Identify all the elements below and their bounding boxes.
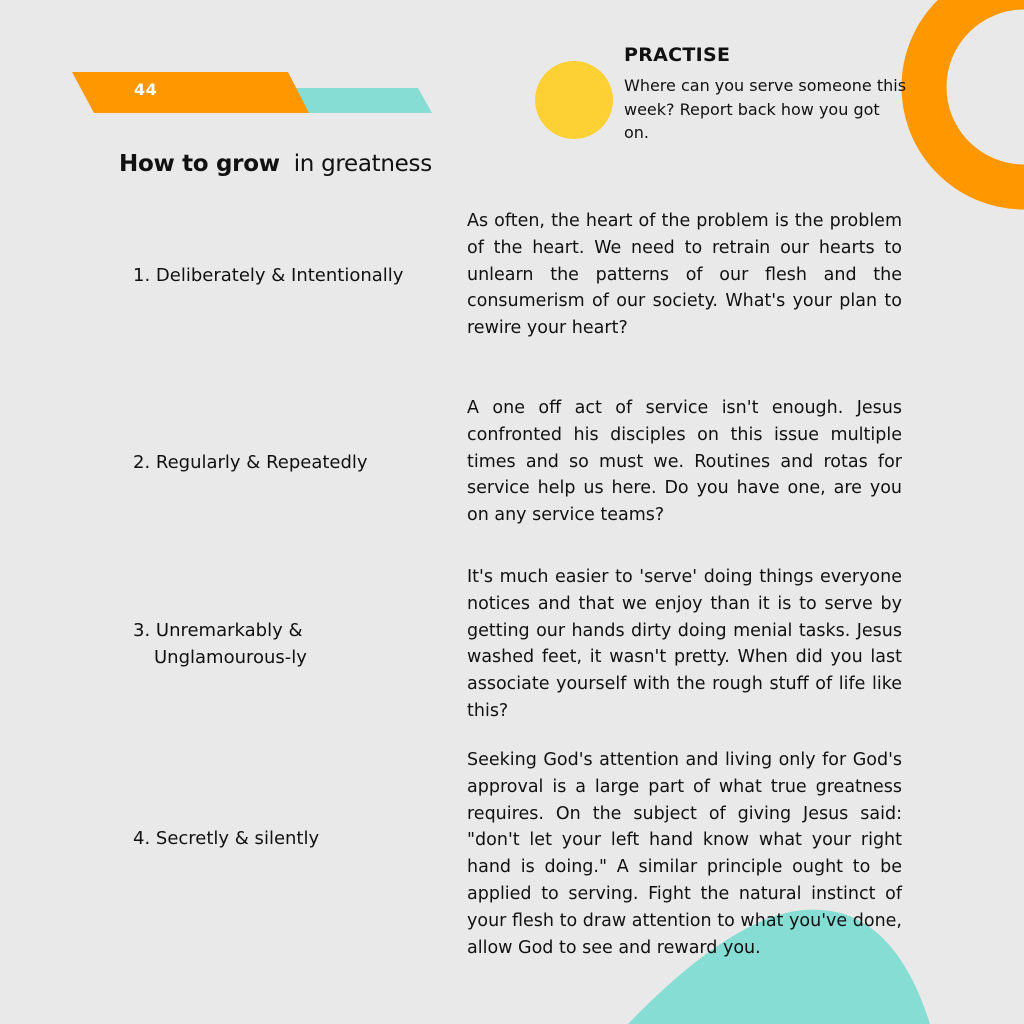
practise-heading: PRACTISE xyxy=(624,44,731,66)
item-label-1: 1. Deliberately & Intentionally xyxy=(133,265,404,286)
item-text-4: Seeking God's attention and living only for God's approval is a large part of what true greatness requires. On the subject of giving Jesus said: "don't let your left hand know what your right hand is doing." A similar principle ought to be applied to serving. Fight the natural instinct of your flesh to draw attention to what you've done, allow God to see and reward you. xyxy=(467,750,902,958)
title-bold: How to grow xyxy=(119,151,280,177)
item-label-3-line1: 3. Unremarkably & xyxy=(133,620,303,641)
teal-banner-stripe xyxy=(290,88,432,113)
orange-ring xyxy=(924,0,1024,187)
practise-body: Where can you serve someone this week? Report back how you got on. xyxy=(624,76,907,142)
item-label-2: 2. Regularly & Repeatedly xyxy=(133,452,368,473)
page-title xyxy=(119,151,432,177)
title-normal: in greatness xyxy=(293,151,432,177)
page-number: 44 xyxy=(134,80,158,99)
item-text-1: As often, the heart of the problem is the problem of the heart. We need to retrain our hearts to unlearn the patterns of our flesh and the consumerism of our society. What's your plan to rewire your heart? xyxy=(467,211,902,339)
orange-banner-stripe xyxy=(72,72,309,113)
item-label-3 xyxy=(133,617,433,671)
item-label-3-line2: Unglamourous-ly xyxy=(154,647,307,668)
item-text-3: It's much easier to 'serve' doing things everyone notices and that we enjoy than it is to serve by getting our hands dirty doing menial tasks. Jesus washed feet, it wasn't pretty. When did you last associate yourself with the rough stuff of life like this? xyxy=(467,567,902,721)
item-label-4: 4. Secretly & silently xyxy=(133,828,320,849)
item-text-2: A one off act of service isn't enough. Jesus confronted his disciples on this issue multiple times and so must we. Routines and rotas for service help us here. Do you have one, are you on any service teams? xyxy=(467,398,902,526)
yellow-circle xyxy=(535,61,613,139)
